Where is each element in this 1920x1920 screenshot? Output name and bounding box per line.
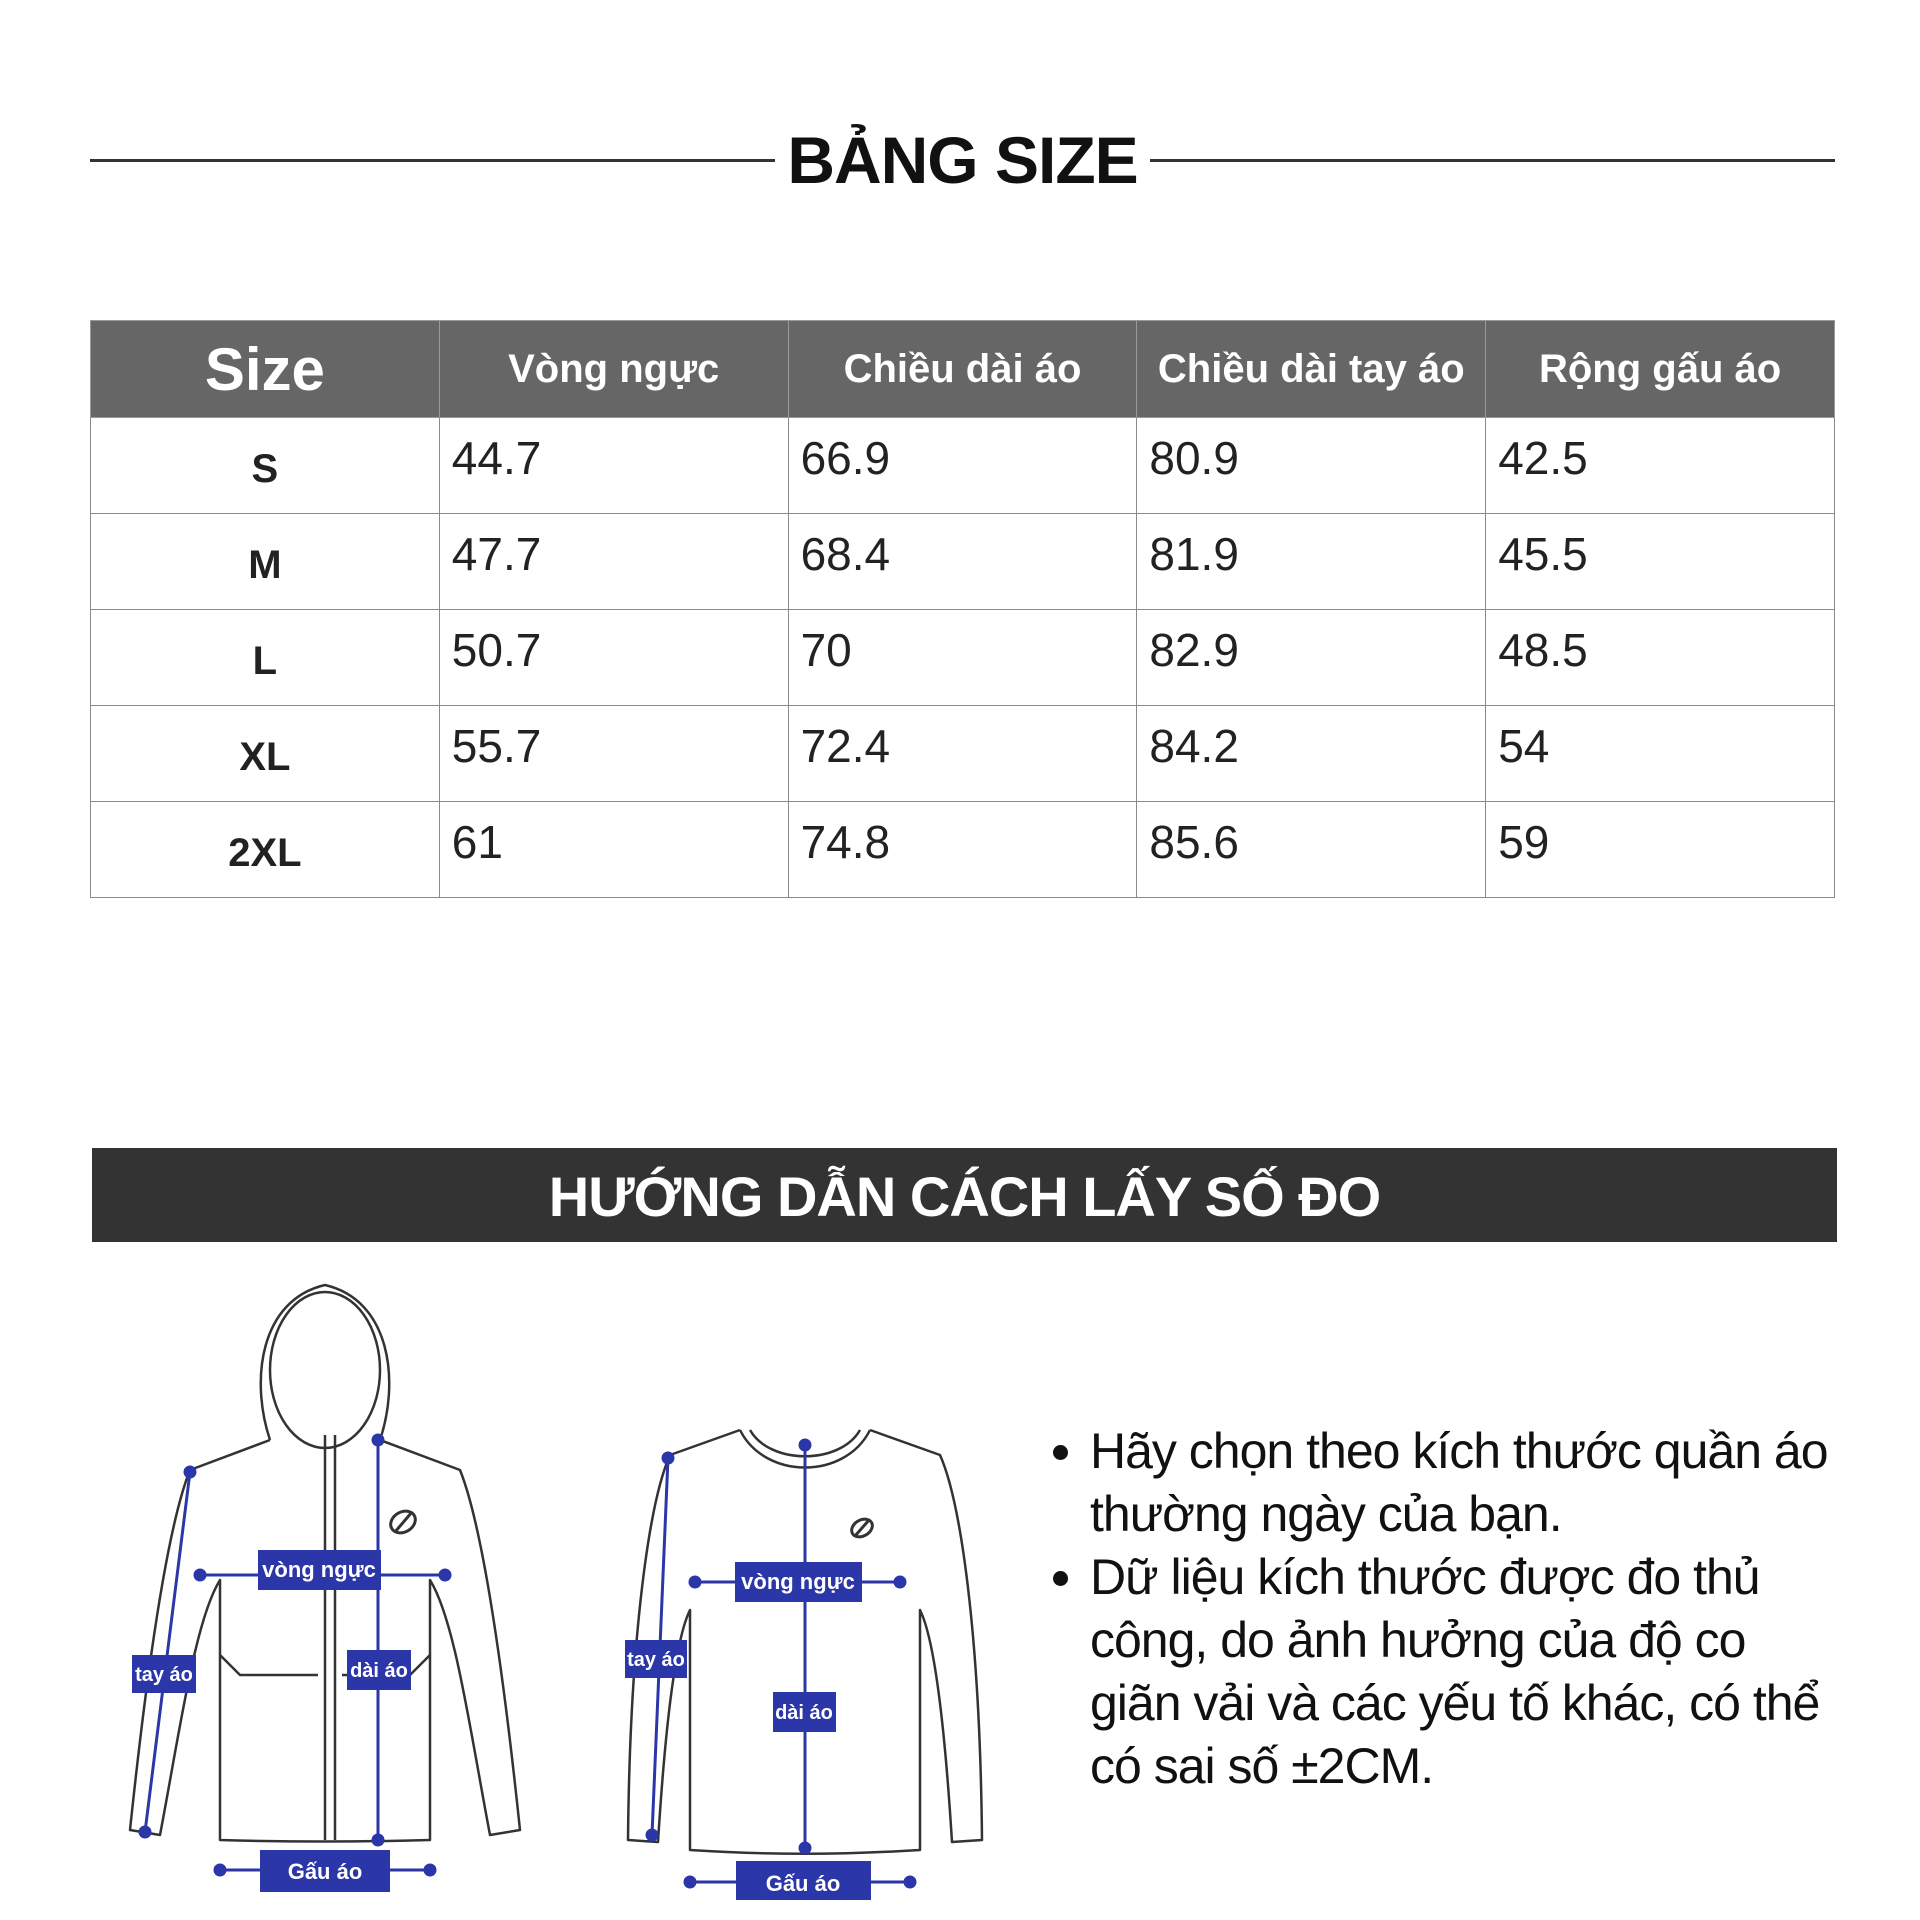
hem-measure-label [736,1861,871,1900]
length-cell [788,802,1137,898]
size-table [90,320,1835,898]
cell-text: 50.7 [451,623,542,676]
length-cell [788,514,1137,610]
svg-text:tay áo: tay áo [135,1664,193,1686]
column-header-length: Chiều dài áo [788,321,1137,418]
cell-text: 70 [800,623,852,676]
cell-text: 66.9 [800,431,891,484]
column-header-hem: Rộng gấu áo [1486,321,1835,418]
chest-cell [439,418,788,514]
svg-text:vòng ngực: vòng ngực [262,1557,376,1582]
hem-cell [1486,610,1835,706]
hem-measure-label [260,1850,390,1892]
cell-text: 82.9 [1149,623,1239,676]
note-item: • Dữ liệu kích thước được đo thủ công, do ảnh hưởng của độ co giãn vải và các yếu tố khác, có thể có sai số ±2CM. [1090,1546,1840,1798]
chest-cell [439,610,788,706]
table-row [91,706,1835,802]
length-cell [788,706,1137,802]
brand-logo-icon [848,1516,875,1541]
chest-measure-label [258,1550,381,1590]
sleeve-measure-label [132,1655,196,1693]
cell-text: M [248,543,282,587]
cell-text: 80.9 [1149,431,1239,484]
table-row [91,802,1835,898]
cell-text: 68.4 [800,527,891,580]
size-cell [91,706,440,802]
cell-text: S [251,447,279,491]
longsleeve-illustration [610,1410,1000,1900]
svg-text:dài áo: dài áo [775,1702,833,1724]
size-cell [91,418,440,514]
chest-measure-label [735,1562,862,1602]
chest-cell [439,514,788,610]
hoodie-illustration [110,1260,540,1900]
column-header-size: Size [91,321,440,418]
chest-cell [439,706,788,802]
length-cell [788,418,1137,514]
brand-logo-icon [387,1507,420,1537]
cell-text: XL [239,735,291,779]
page-title: BẢNG SIZE [787,123,1138,197]
cell-text: 55.7 [451,719,542,772]
svg-text:tay áo: tay áo [627,1649,685,1671]
cell-text: 42.5 [1498,431,1588,484]
cell-text: 54 [1498,719,1550,772]
length-measure-label [347,1650,411,1690]
cell-text: 47.7 [451,527,542,580]
hoodie-diagram [110,1260,540,1900]
hem-cell [1486,514,1835,610]
table-row [91,610,1835,706]
guide-banner: HƯỚNG DẪN CÁCH LẤY SỐ ĐO [92,1148,1837,1242]
cell-text: 81.9 [1149,527,1239,580]
cell-text: 84.2 [1149,719,1239,772]
table-row [91,514,1835,610]
sleeve-cell [1137,802,1486,898]
table-row [91,418,1835,514]
length-measure-label [773,1692,836,1732]
svg-text:vòng ngực: vòng ngực [741,1569,855,1594]
sleeve-cell [1137,610,1486,706]
hem-cell [1486,418,1835,514]
cell-text: 45.5 [1498,527,1588,580]
svg-text:dài áo: dài áo [350,1660,408,1682]
size-cell [91,610,440,706]
column-header-chest: Vòng ngực [439,321,788,418]
cell-text: 74.8 [800,815,891,868]
table-header-row [91,321,1835,418]
cell-text: 72.4 [800,719,891,772]
hem-cell [1486,706,1835,802]
measurement-notes [1040,1420,1840,1798]
sleeve-measure-label [625,1640,687,1678]
svg-text:Gấu áo: Gấu áo [287,1859,363,1884]
sleeve-cell [1137,514,1486,610]
length-cell [788,610,1137,706]
cell-text: 59 [1498,815,1550,868]
note-item: • Hãy chọn theo kích thước quần áo thường ngày của bạn. [1090,1420,1840,1546]
cell-text: 85.6 [1149,815,1239,868]
longsleeve-diagram [610,1410,1000,1900]
cell-text: 61 [451,815,503,868]
chest-cell [439,802,788,898]
cell-text: 48.5 [1498,623,1588,676]
sleeve-cell [1137,418,1486,514]
cell-text: L [252,639,278,683]
column-header-sleeve: Chiều dài tay áo [1137,321,1486,418]
size-cell [91,802,440,898]
sleeve-cell [1137,706,1486,802]
cell-text: 2XL [228,831,302,875]
size-cell [91,514,440,610]
svg-text:Gấu áo: Gấu áo [765,1871,841,1896]
cell-text: 44.7 [451,431,542,484]
title-row [90,120,1835,200]
hem-cell [1486,802,1835,898]
